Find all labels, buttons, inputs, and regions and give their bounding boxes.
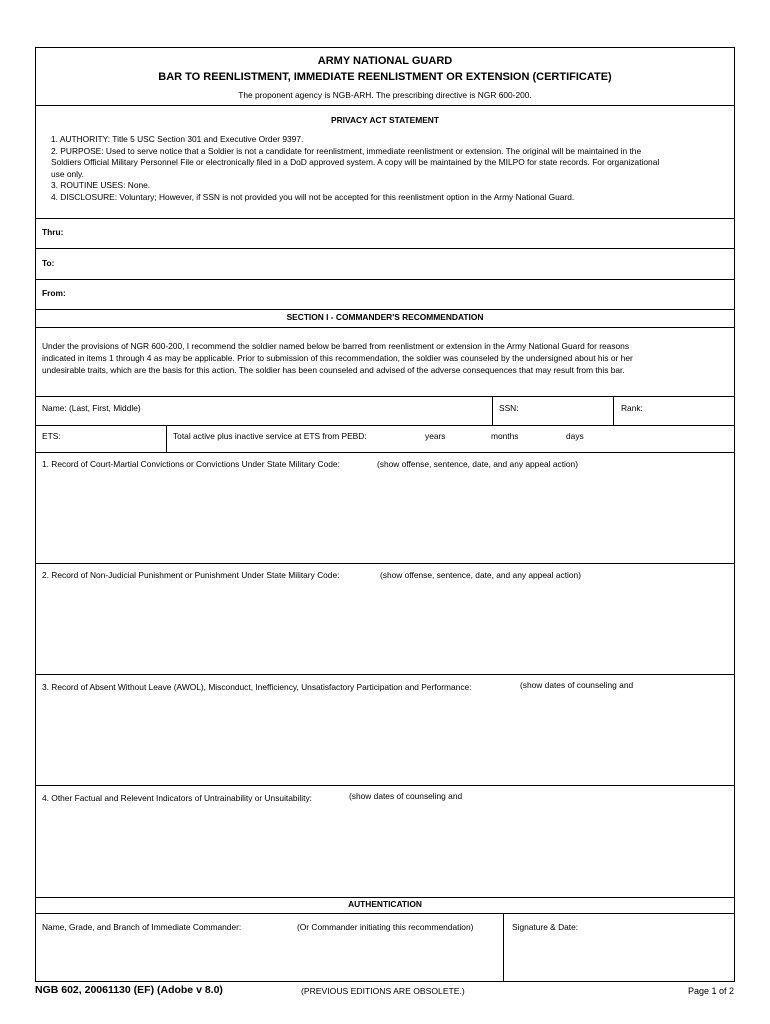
form-subtitle: BAR TO REENLISTMENT, IMMEDIATE REENLISTMENT OR EXTENSION (CERTIFICATE) — [158, 71, 612, 83]
privacy-line: 2. PURPOSE: Used to serve notice that a Soldier is not a candidate for reenlistment, immediate reenlistment or extension. The original will be maintained in the — [51, 145, 642, 156]
days-label: days — [566, 431, 584, 441]
divider — [36, 785, 734, 786]
item-2-hint: (show offense, sentence, date, and any appeal action) — [380, 570, 581, 580]
section-paragraph: indicated in items 1 through 4 as may be applicable. Prior to submission of this recommendation, the soldier was counseled by the undersigned about his or her — [42, 353, 633, 363]
divider — [36, 248, 734, 249]
rank-label: Rank: — [621, 403, 643, 413]
item-2-label: 2. Record of Non-Judicial Punishment or Punishment Under State Military Code: — [42, 570, 340, 580]
item-1-hint: (show offense, sentence, date, and any appeal action) — [377, 459, 578, 469]
divider — [36, 396, 734, 397]
divider — [36, 452, 734, 453]
thru-label: Thru: — [42, 227, 64, 237]
signature-label: Signature & Date: — [512, 922, 579, 932]
name-label: Name: (Last, First, Middle) — [42, 403, 141, 413]
to-label: To: — [42, 258, 55, 268]
ets-label: ETS: — [42, 431, 61, 441]
form-id: NGB 602, 20061130 (EF) (Adobe v 8.0) — [35, 984, 223, 996]
commander-label: Name, Grade, and Branch of Immediate Commander: — [42, 922, 242, 932]
privacy-line: 1. AUTHORITY: Title 5 USC Section 301 and Executive Order 9397. — [51, 134, 304, 144]
section-paragraph: undesirable traits, which are the basis for this action. The soldier has been counseled and advised of the adverse consequences that may result from this bar. — [42, 365, 625, 375]
column-divider — [503, 913, 504, 982]
from-label: From: — [42, 288, 66, 298]
commander-hint: (Or Commander initiating this recommendation) — [297, 922, 474, 932]
form-frame — [35, 47, 735, 982]
privacy-line: 3. ROUTINE USES: None. — [51, 180, 151, 191]
months-label: months — [491, 431, 519, 441]
item-1-label: 1. Record of Court-Martial Convictions or Convictions Under State Military Code: — [42, 459, 340, 469]
obsolete-notice: (PREVIOUS EDITIONS ARE OBSOLETE.) — [301, 986, 465, 996]
divider — [36, 105, 734, 106]
divider — [36, 674, 734, 675]
item-4-label: 4. Other Factual and Relevent Indicators of Untrainability or Unsuitability: — [42, 793, 312, 803]
privacy-line: Soldiers Official Military Personnel File or electronically filed in a DoD approved system. A copy will be maintained by the MILPO for state records. For organizational — [51, 157, 660, 168]
ssn-label: SSN: — [499, 403, 519, 413]
divider — [36, 563, 734, 564]
divider — [36, 218, 734, 219]
item-4-hint: (show dates of counseling and — [349, 791, 463, 801]
section-heading: SECTION I - COMMANDER'S RECOMMENDATION — [286, 312, 484, 322]
divider — [36, 327, 734, 328]
years-label: years — [425, 431, 446, 441]
column-divider — [613, 396, 614, 425]
divider — [36, 425, 734, 426]
divider — [36, 279, 734, 280]
divider — [36, 913, 734, 914]
item-3-label: 3. Record of Absent Without Leave (AWOL), Misconduct, Inefficiency, Unsatisfactory Participation and Performance: — [42, 682, 472, 692]
proponent-line: The proponent agency is NGB-ARH. The prescribing directive is NGR 600-200. — [238, 90, 532, 100]
form-title: ARMY NATIONAL GUARD — [317, 55, 453, 67]
privacy-line: use only. — [51, 168, 84, 179]
page-number: Page 1 of 2 — [687, 986, 734, 996]
service-label: Total active plus inactive service at ETS from PEBD: — [173, 431, 367, 441]
item-3-hint: (show dates of counseling and — [520, 680, 634, 690]
column-divider — [166, 425, 167, 452]
privacy-line: 4. DISCLOSURE: Voluntary; However, if SSN is not provided you will not be accepted for this reenlistment option in the Army National Guard. — [51, 192, 575, 202]
auth-heading: AUTHENTICATION — [348, 899, 422, 909]
column-divider — [492, 396, 493, 425]
section-paragraph: Under the provisions of NGR 600-200, I recommend the soldier named below be barred from reenlistment or extension in the Army National Guard for reasons — [42, 341, 630, 351]
privacy-heading: PRIVACY ACT STATEMENT — [331, 115, 439, 125]
divider — [36, 309, 734, 310]
divider — [36, 897, 734, 898]
